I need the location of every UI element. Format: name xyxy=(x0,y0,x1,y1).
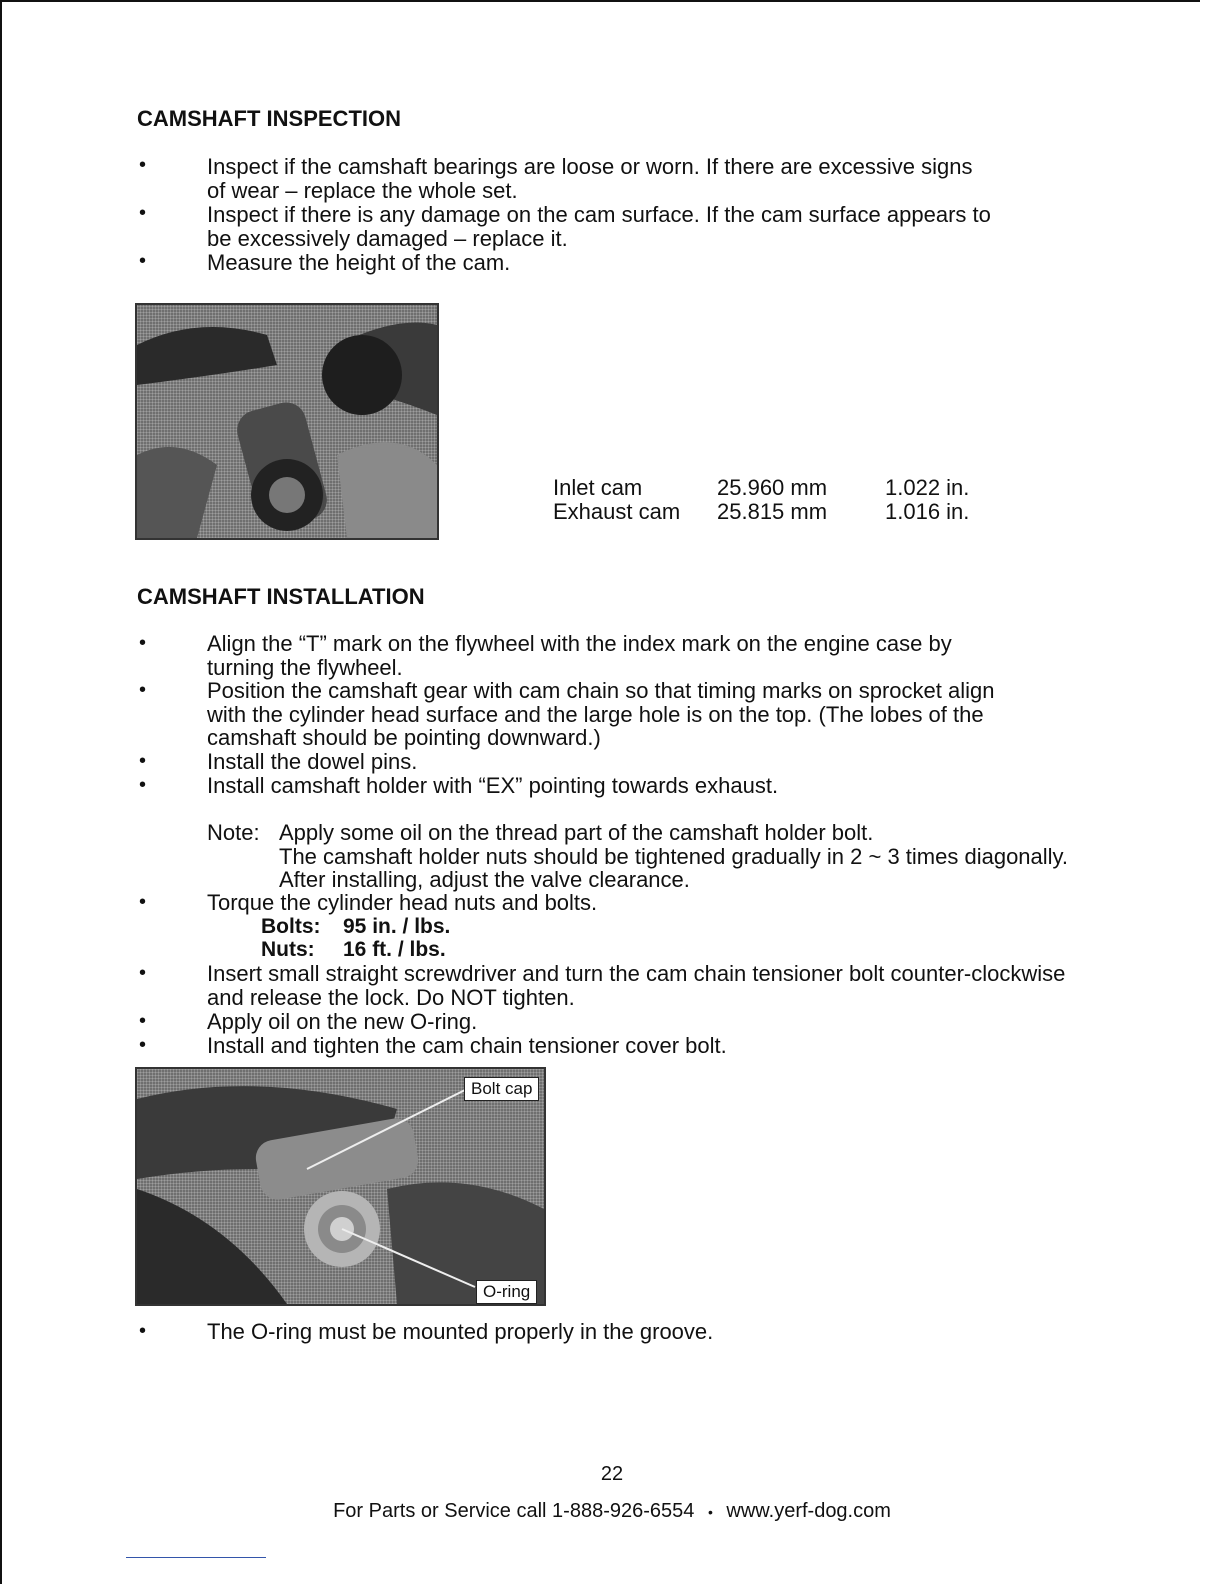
list-item xyxy=(207,1010,1107,1034)
bullet: • xyxy=(139,962,147,984)
torque-bolts-value: 95 in. / lbs. xyxy=(343,915,451,938)
page-border-top xyxy=(0,0,1200,2)
list-item-line: be excessively damaged – replace it. xyxy=(207,225,568,251)
list-item-line: and release the lock. Do NOT tighten. xyxy=(207,984,575,1010)
cam-height-mm: 25.960 mm xyxy=(717,475,828,500)
torque-nuts-value: 16 ft. / lbs. xyxy=(343,938,446,961)
list-item-line: Measure the height of the cam. xyxy=(207,250,511,275)
list-item xyxy=(207,203,1107,250)
list-item xyxy=(207,750,1107,774)
list-item-line: Inspect if there is any damage on the cam surface. If the cam surface appears to xyxy=(207,202,991,227)
torque-bolts-label: Bolts: xyxy=(261,915,321,938)
list-item-line: Insert small straight screwdriver and turn the cam chain tensioner bolt counter-clockwise xyxy=(207,961,1066,986)
bullet: • xyxy=(139,1320,147,1342)
bullet: • xyxy=(139,1010,147,1032)
list-item xyxy=(207,155,1107,202)
list-item-line: Apply oil on the new O-ring. xyxy=(207,1009,478,1034)
o-ring-callout: O-ring xyxy=(476,1280,537,1304)
note-line: The camshaft holder nuts should be tightened gradually in 2 ~ 3 times diagonally. xyxy=(279,843,1069,869)
list-item xyxy=(207,679,1107,750)
cam-measurement-photo xyxy=(135,303,439,540)
bottom-rule xyxy=(126,1557,266,1558)
note-label: Note: xyxy=(207,820,260,845)
photo-illustration xyxy=(137,1069,544,1304)
bullet: • xyxy=(139,774,147,796)
cam-name: Exhaust cam xyxy=(553,499,681,524)
list-item-line: camshaft should be pointing downward.) xyxy=(207,725,601,750)
footer-website: www.yerf-dog.com xyxy=(726,1500,891,1522)
torque-nuts-label: Nuts: xyxy=(261,938,315,961)
list-item xyxy=(207,774,1107,798)
list-item xyxy=(207,1320,1107,1344)
bullet: • xyxy=(139,250,147,272)
list-item-line: Install the dowel pins. xyxy=(207,749,418,774)
list-item-line: turning the flywheel. xyxy=(207,654,403,680)
bolt-cap-callout: Bolt cap xyxy=(464,1077,539,1101)
list-item xyxy=(207,891,1107,915)
bullet: • xyxy=(139,154,147,176)
section-heading-installation: CAMSHAFT INSTALLATION xyxy=(137,584,425,609)
list-item xyxy=(207,632,1107,679)
note-text xyxy=(279,821,1119,892)
bullet: • xyxy=(139,891,147,913)
note-line: After installing, adjust the valve clearance. xyxy=(279,867,690,892)
tensioner-photo xyxy=(135,1067,546,1306)
cam-height-in: 1.016 in. xyxy=(885,499,970,524)
list-item-line: Torque the cylinder head nuts and bolts. xyxy=(207,890,598,915)
cam-height-mm: 25.815 mm xyxy=(717,499,828,524)
bullet: • xyxy=(139,1034,147,1056)
list-item xyxy=(207,962,1107,1009)
section-heading-inspection: CAMSHAFT INSPECTION xyxy=(137,106,401,131)
list-item-line: The O-ring must be mounted properly in the groove. xyxy=(207,1319,714,1344)
footer-contact xyxy=(0,1500,1224,1523)
photo-illustration xyxy=(137,305,437,538)
footer-phone: For Parts or Service call 1-888-926-6554 xyxy=(333,1500,695,1522)
list-item-line: Install and tighten the cam chain tensioner cover bolt. xyxy=(207,1033,727,1058)
list-item-line: of wear – replace the whole set. xyxy=(207,177,518,203)
list-item-line: Install camshaft holder with “EX” pointing towards exhaust. xyxy=(207,773,779,798)
list-item-line: Position the camshaft gear with cam chain so that timing marks on sprocket align xyxy=(207,678,995,703)
list-item xyxy=(207,251,1107,275)
list-item-line: with the cylinder head surface and the large hole is on the top. (The lobes of the xyxy=(207,701,984,727)
bullet: • xyxy=(139,750,147,772)
cam-name: Inlet cam xyxy=(553,475,643,500)
page-number: 22 xyxy=(600,1463,624,1485)
bullet: • xyxy=(139,202,147,224)
bullet: • xyxy=(139,632,147,654)
footer-separator: • xyxy=(707,1503,713,1520)
cam-height-in: 1.022 in. xyxy=(885,475,970,500)
list-item xyxy=(207,1034,1107,1058)
note-line: Apply some oil on the thread part of the camshaft holder bolt. xyxy=(279,820,874,845)
bullet: • xyxy=(139,679,147,701)
list-item-line: Align the “T” mark on the flywheel with the index mark on the engine case by xyxy=(207,631,952,656)
list-item-line: Inspect if the camshaft bearings are loose or worn. If there are excessive signs xyxy=(207,154,973,179)
page-border-left xyxy=(0,0,2,1584)
